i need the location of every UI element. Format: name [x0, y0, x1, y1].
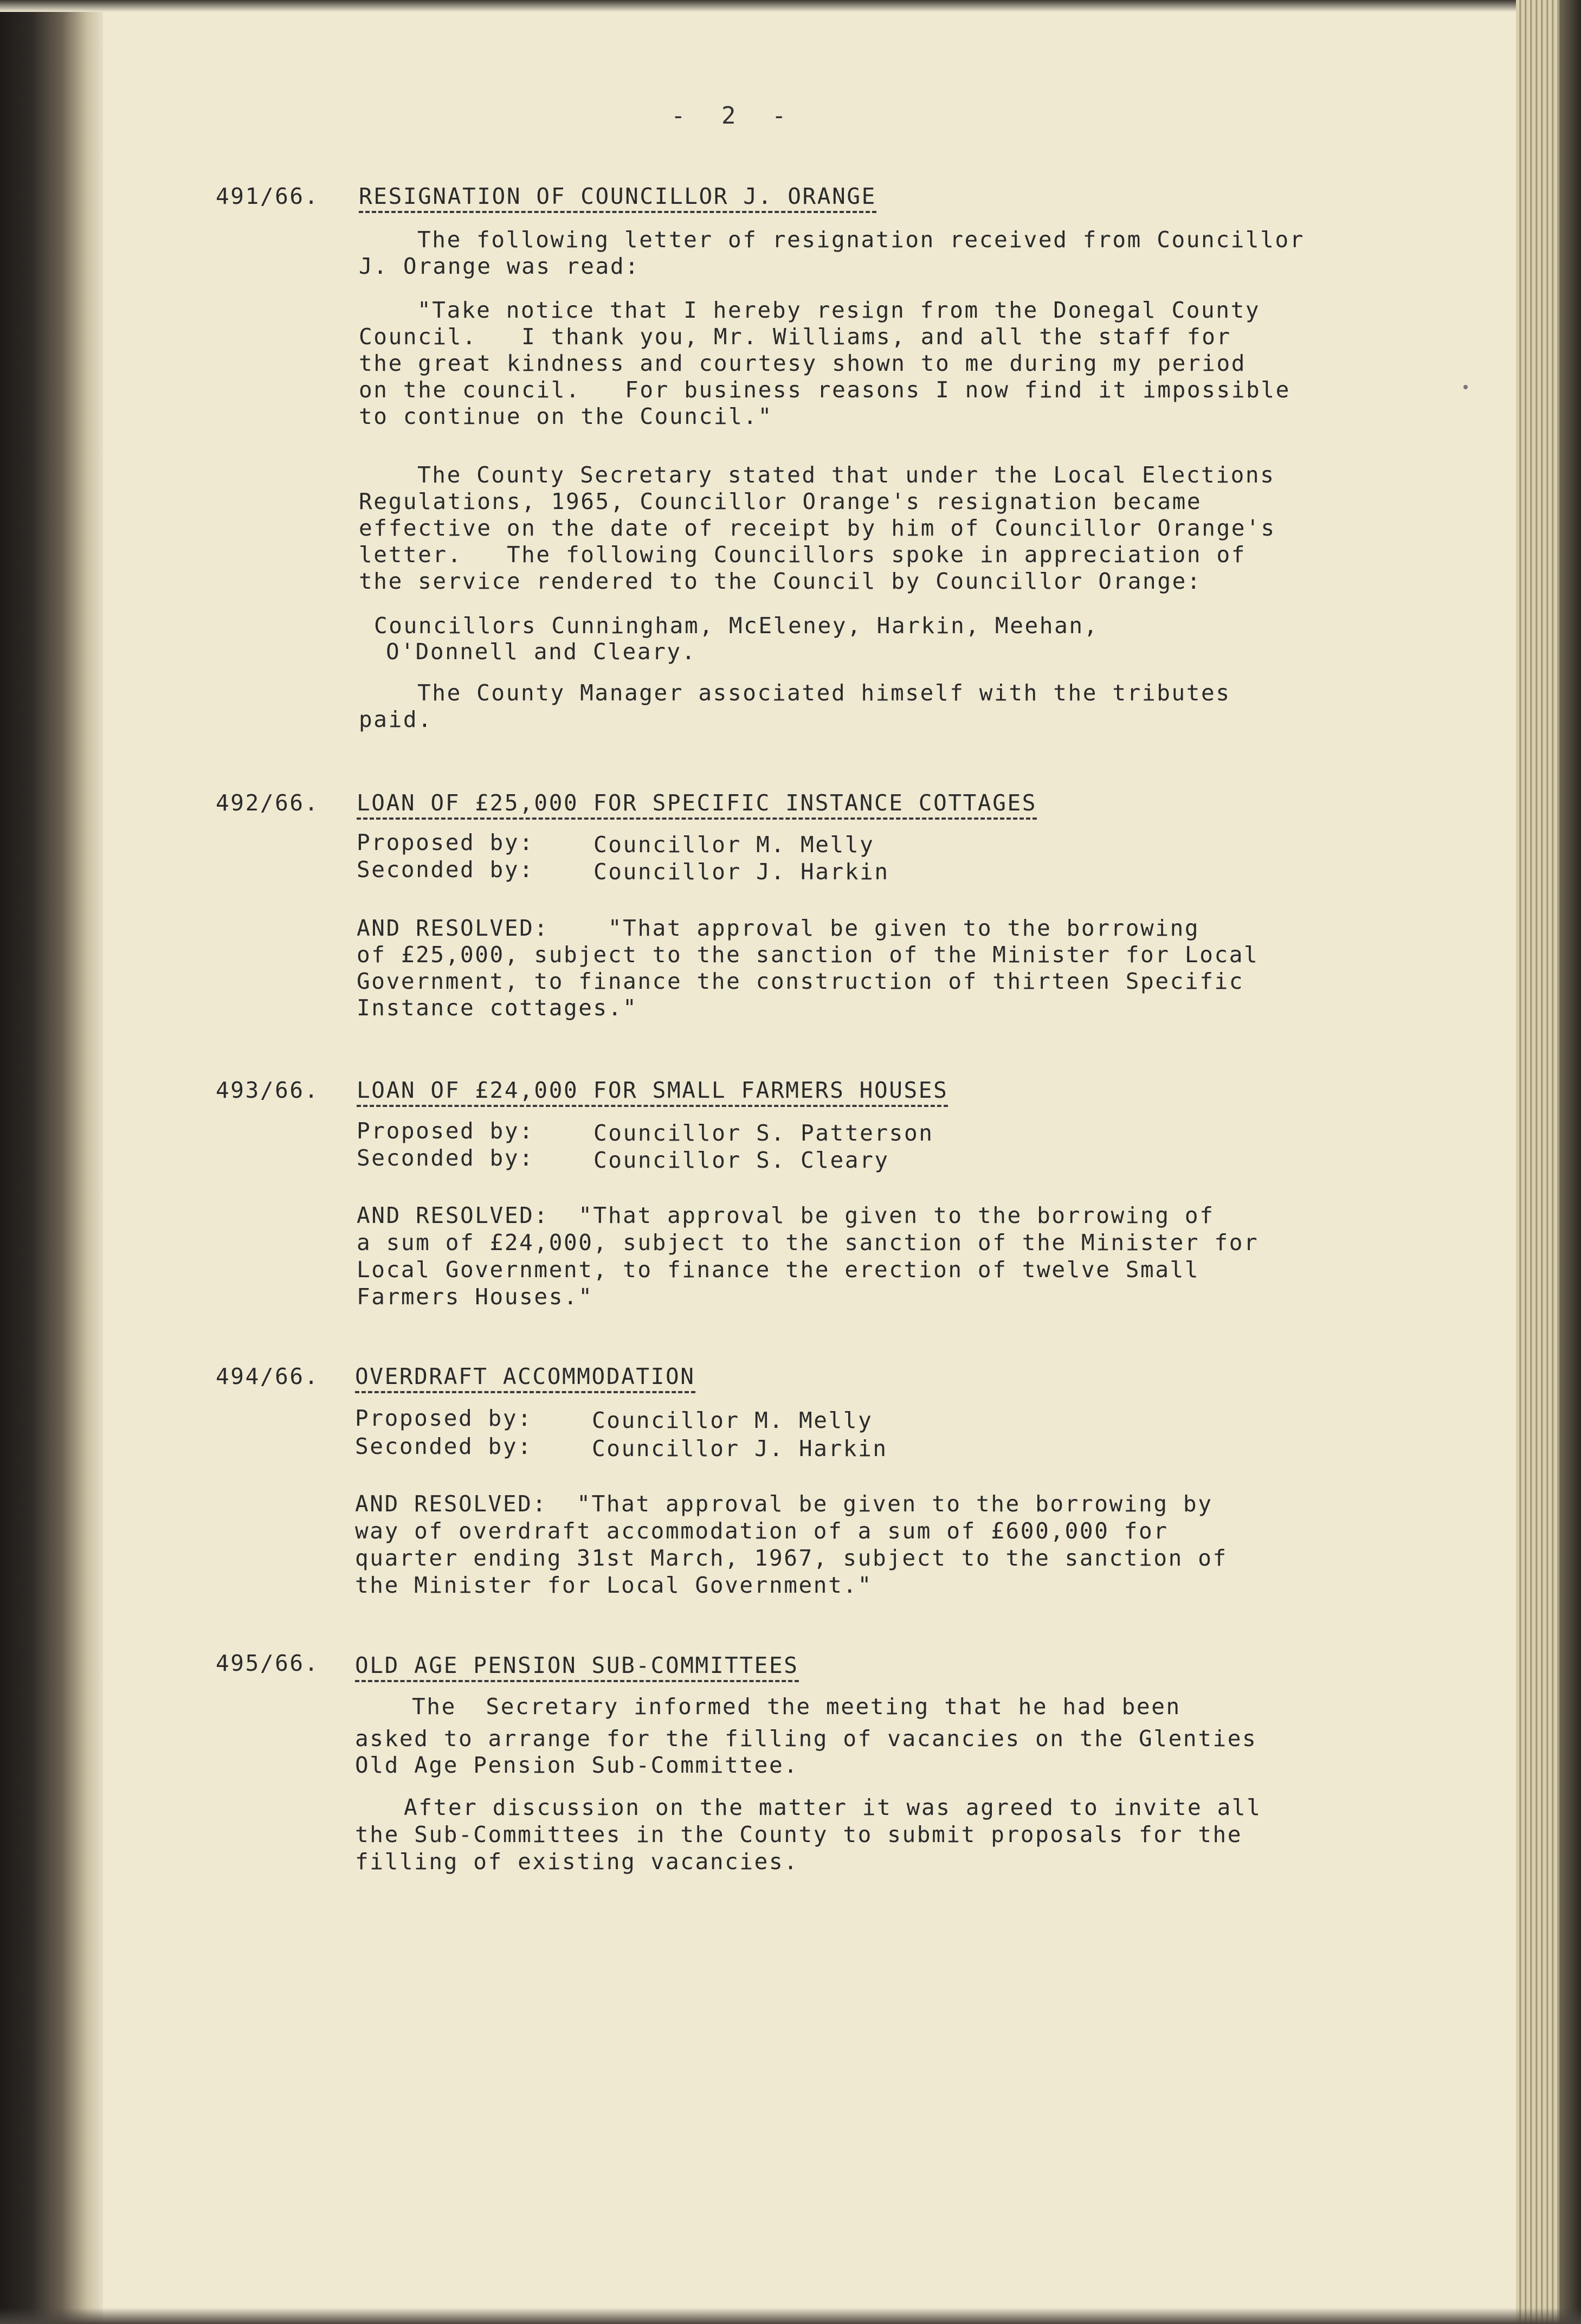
minute-number: 493/66. [216, 1077, 319, 1103]
quote-line: "Take notice that I hereby resign from the Donegal County [417, 297, 1261, 323]
councillor-list-line: Councillors Cunningham, McEleney, Harkin, Meehan, [374, 613, 1099, 639]
resolution-line: a sum of £24,000, subject to the sanction of the Minister for [357, 1229, 1259, 1256]
proposed-label: Proposed by: [357, 1118, 534, 1144]
resolution-line: of £25,000, subject to the sanction of the Minister for Local [357, 942, 1259, 968]
quote-line: to continue on the Council." [359, 403, 773, 429]
book-cover-edge [1559, 0, 1581, 2324]
paragraph-line: Regulations, 1965, Councillor Orange's resignation became [359, 488, 1202, 514]
bottom-edge-shadow [0, 2308, 1581, 2324]
seconded-label: Seconded by: [355, 1433, 533, 1459]
resolution-line: the Minister for Local Government." [355, 1572, 873, 1598]
top-edge-shadow [0, 0, 1581, 12]
resolution-line: Farmers Houses." [357, 1284, 593, 1310]
minute-heading: OLD AGE PENSION SUB-COMMITTEES [355, 1652, 799, 1682]
proposed-value: Councillor M. Melly [592, 1407, 873, 1433]
resolution-line: way of overdraft accommodation of a sum of £600,000 for [355, 1518, 1169, 1544]
ink-speck [1463, 385, 1468, 389]
minute-number: 494/66. [216, 1363, 319, 1389]
resolution-line: Government, to finance the construction of thirteen Specific [357, 968, 1244, 994]
proposed-value: Councillor M. Melly [593, 832, 875, 858]
book-spine-shadow [0, 0, 103, 2324]
paragraph-line: paid. [359, 706, 433, 732]
resolution-line: quarter ending 31st March, 1967, subject to the sanction of [355, 1545, 1228, 1571]
minute-number: 495/66. [216, 1650, 319, 1676]
proposed-label: Proposed by: [357, 829, 534, 855]
minute-heading: RESIGNATION OF COUNCILLOR J. ORANGE [359, 183, 876, 213]
minute-heading: OVERDRAFT ACCOMMODATION [355, 1363, 695, 1393]
paragraph-line: Old Age Pension Sub-Committee. [355, 1752, 799, 1778]
seconded-label: Seconded by: [357, 1145, 534, 1171]
resolution-line: AND RESOLVED: "That approval be given to the borrowing of [357, 1202, 1215, 1228]
minute-number: 492/66. [216, 790, 319, 816]
seconded-label: Seconded by: [357, 857, 534, 883]
quote-line: on the council. For business reasons I now find it impossible [359, 377, 1290, 403]
page-number: - 2 - [671, 102, 797, 130]
minute-number: 491/66. [216, 183, 319, 209]
paragraph-line: the service rendered to the Council by Councillor Orange: [359, 568, 1202, 594]
paragraph-line: J. Orange was read: [359, 253, 640, 279]
paragraph-line: the Sub-Committees in the County to submit proposals for the [355, 1821, 1243, 1847]
paragraph-line: The County Manager associated himself with the tributes [417, 680, 1231, 706]
paragraph-line: asked to arrange for the filling of vacancies on the Glenties [355, 1726, 1257, 1752]
minute-heading: LOAN OF £25,000 FOR SPECIFIC INSTANCE COTTAGES [357, 790, 1037, 820]
paragraph-line: The following letter of resignation received from Councillor [417, 227, 1305, 253]
quote-line: Council. I thank you, Mr. Williams, and all the staff for [359, 324, 1231, 350]
resolution-line: Local Government, to finance the erection of twelve Small [357, 1257, 1200, 1283]
resolution-line: AND RESOLVED: "That approval be given to the borrowing [357, 915, 1200, 941]
proposed-label: Proposed by: [355, 1405, 533, 1431]
paragraph-line: The County Secretary stated that under the Local Elections [417, 462, 1275, 488]
resolution-line: Instance cottages." [357, 995, 638, 1021]
paragraph-line: letter. The following Councillors spoke in appreciation of [359, 542, 1247, 568]
councillor-list-line: O'Donnell and Cleary. [386, 639, 696, 665]
quote-line: the great kindness and courtesy shown to me during my period [359, 350, 1247, 376]
paragraph-line: The Secretary informed the meeting that he had been [412, 1694, 1181, 1720]
minute-heading: LOAN OF £24,000 FOR SMALL FARMERS HOUSES [357, 1077, 948, 1107]
paragraph-line: filling of existing vacancies. [355, 1849, 799, 1875]
paragraph-line: After discussion on the matter it was agreed to invite all [404, 1794, 1262, 1820]
paragraph-line: effective on the date of receipt by him of Councillor Orange's [359, 515, 1276, 541]
proposed-value: Councillor S. Patterson [593, 1120, 934, 1146]
seconded-value: Councillor J. Harkin [592, 1435, 888, 1462]
seconded-value: Councillor J. Harkin [593, 859, 889, 885]
seconded-value: Councillor S. Cleary [593, 1147, 889, 1173]
resolution-line: AND RESOLVED: "That approval be given to the borrowing by [355, 1491, 1213, 1517]
